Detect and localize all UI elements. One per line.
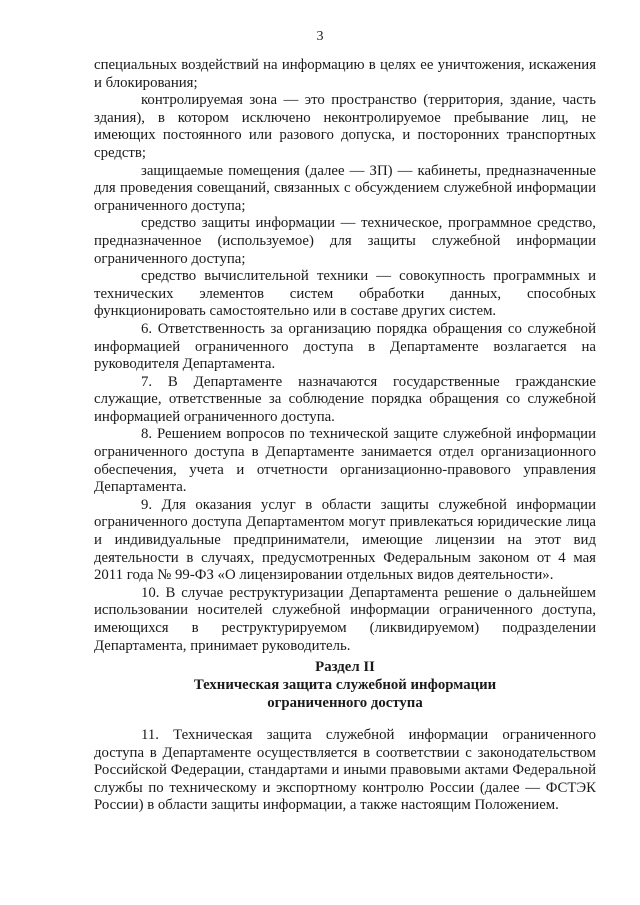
section-title-line-1: Техническая защита служебной информации — [193, 676, 497, 693]
paragraph-item-11: 11. Техническая защита служебной информации ограниченного доступа в Департаменте осуществляется в соответствии с законодательством Российской Федерации, стандартами и иными правовыми актами Федеральной службы по техническому и экспортному контролю России (далее — ФСТЭК России) в области защиты информации, а также настоящим Положением. — [94, 727, 596, 814]
paragraph-protected-rooms: защищаемые помещения (далее — ЗП) — кабинеты, предназначенные для проведения совещаний, связанных с обсуждением служебной информации ограниченного доступа; — [94, 162, 596, 214]
page-number: 3 — [316, 29, 324, 44]
paragraph-item-7: 7. В Департаменте назначаются государственные гражданские служащие, ответственные за соблюдение порядка обращения со служебной информацией ограниченного доступа. — [94, 373, 596, 425]
paragraph-item-8: 8. Решением вопросов по технической защите служебной информации ограниченного доступа в Департаменте занимается отдел организационного обеспечения, учета и отчетности организационно-правового управления Департамента. — [94, 426, 596, 496]
section-label: Раздел II — [315, 659, 375, 675]
paragraph-definition-continuation: специальных воздействий на информацию в целях ее уничтожения, искажения и блокирования; — [94, 57, 596, 91]
section-title-line-2: ограниченного доступа — [267, 694, 423, 711]
section-body-text — [94, 727, 596, 815]
paragraph-protection-means: средство защиты информации — техническое, программное средство, предназначенное (используемое) для защиты служебной информации ограниченного доступа; — [94, 215, 596, 267]
paragraph-computing-means: средство вычислительной техники — совокупность программных и технических элементов систем обработки данных, способных функционировать самостоятельно или в составе других систем. — [94, 268, 596, 320]
paragraph-item-6: 6. Ответственность за организацию порядка обращения со служебной информацией ограниченного доступа в Департаменте возлагается на руководителя Департамента. — [94, 320, 596, 373]
paragraph-item-10: 10. В случае реструктуризации Департамента решение о дальнейшем использовании носителей служебной информации ограниченного доступа, имеющихся в реструктурируемом (ликвидируемом) подразделении Департамента, принимает руководитель. — [94, 584, 596, 654]
body-text — [94, 57, 596, 655]
section-heading — [94, 659, 596, 712]
paragraph-controlled-zone: контролируемая зона — это пространство (территория, здание, часть здания), в котором исключено неконтролируемое пребывание лиц, не имеющих постоянного или разового допуска, и посторонних транспортных средств; — [94, 92, 596, 161]
paragraph-item-9: 9. Для оказания услуг в области защиты служебной информации ограниченного доступа Департаментом могут привлекаться юридические лица и индивидуальные предприниматели, имеющие лицензии на этот вид деятельности в случаях, предусмотренных Федеральным законом от 4 мая 2011 года № 99-ФЗ «О лицензировании отдельных видов деятельности». — [94, 496, 596, 584]
